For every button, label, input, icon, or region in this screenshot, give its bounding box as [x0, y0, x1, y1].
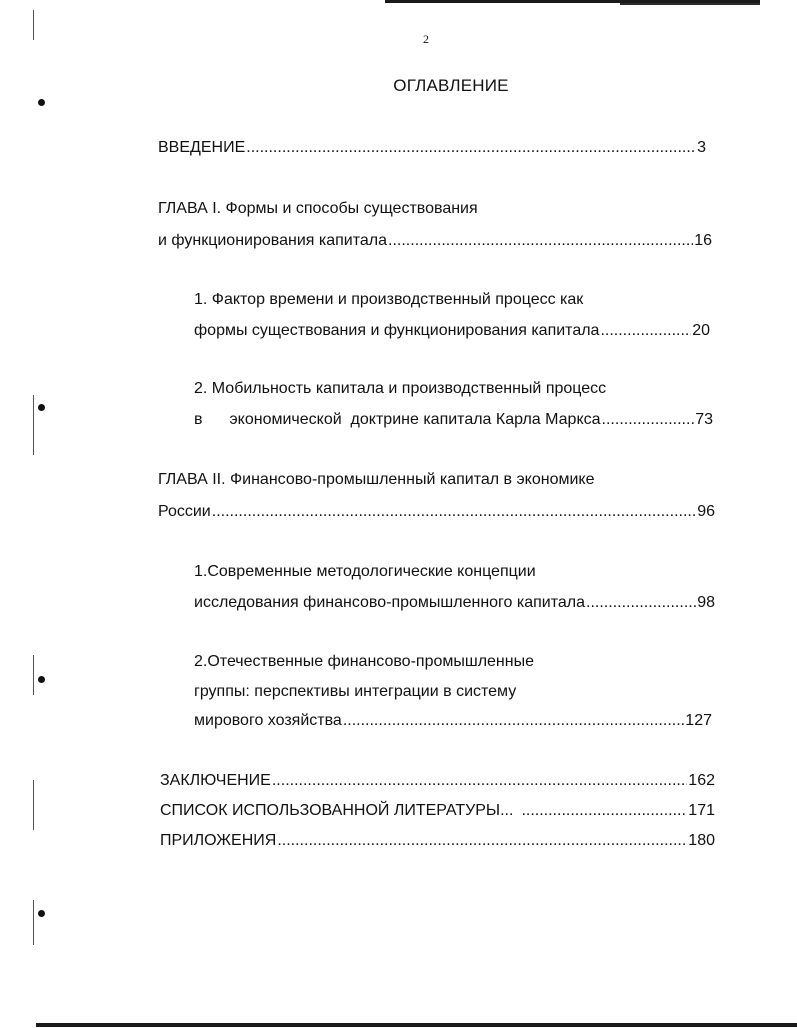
dot-leader — [212, 502, 696, 522]
toc-page: 3 — [697, 139, 706, 156]
scan-edge-left — [33, 655, 34, 695]
toc-entry-chapter2-title[interactable]: ГЛАВА II. Финансово-промышленный капитал в экономике — [158, 471, 595, 488]
toc-label: России — [158, 503, 211, 520]
punch-hole-mark — [38, 404, 45, 411]
toc-entry-section-2-2[interactable] — [194, 711, 712, 731]
toc-entry-appendix[interactable] — [160, 831, 715, 851]
dot-leader — [272, 771, 687, 791]
page-number: 2 — [423, 32, 429, 46]
toc-page: 127 — [685, 712, 712, 729]
dot-leader — [277, 831, 687, 851]
scan-edge-top-inner — [620, 3, 760, 5]
toc-label: исследования финансово-промышленного капитала — [194, 594, 586, 611]
scan-edge-left — [33, 395, 34, 455]
toc-entry-literature[interactable] — [160, 801, 715, 821]
toc-page: 16 — [694, 232, 712, 249]
toc-page: 162 — [688, 772, 715, 789]
punch-hole-mark — [38, 99, 45, 106]
toc-page: 180 — [688, 832, 715, 849]
dot-leader — [246, 138, 696, 158]
dot-leader — [602, 410, 695, 430]
toc-entry-section-2-2-title[interactable]: 2.Отечественные финансово-промышленные — [194, 653, 534, 670]
toc-label: ЗАКЛЮЧЕНИЕ — [160, 772, 271, 789]
scan-edge-left — [33, 900, 34, 945]
toc-entry-section-1-1-title[interactable]: 1. Фактор времени и производственный процесс как — [194, 291, 584, 308]
dot-leader — [586, 593, 696, 613]
toc-label: экономической доктрине капитала Карла Маркса — [229, 411, 601, 428]
toc-label: и функционирования капитала — [158, 232, 388, 249]
toc-page: 98 — [697, 594, 715, 611]
toc-entry-section-1-2[interactable] — [194, 410, 713, 430]
toc-entry-chapter1-title[interactable]: ГЛАВА I. Формы и способы существования — [158, 200, 478, 217]
dot-leader — [343, 711, 684, 731]
toc-entry-section-2-2-subtitle[interactable]: группы: перспективы интеграции в систему — [194, 683, 517, 700]
toc-entry-chapter2[interactable] — [158, 502, 715, 522]
toc-entry-chapter1[interactable] — [158, 231, 712, 251]
page-title: ОГЛАВЛЕНИЕ — [393, 76, 509, 95]
toc-label: мирового хозяйства — [194, 712, 342, 729]
toc-entry-section-2-1[interactable] — [194, 593, 715, 613]
toc-page: 20 — [692, 322, 710, 339]
dot-leader — [388, 231, 693, 251]
toc-entry-conclusion[interactable] — [160, 771, 715, 791]
toc-entry-section-2-1-title[interactable]: 1.Современные методологические концепции — [194, 563, 536, 580]
punch-hole-mark — [38, 676, 45, 683]
toc-entry-section-1-2-title[interactable]: 2. Мобильность капитала и производственный процесс — [194, 380, 607, 397]
toc-label: СПИСОК ИСПОЛЬЗОВАННОЙ ЛИТЕРАТУРЫ... — [160, 802, 514, 819]
punch-hole-mark — [38, 910, 45, 917]
scan-edge-bottom — [36, 1023, 797, 1027]
toc-label: ВВЕДЕНИЕ — [158, 139, 246, 156]
toc-label-prefix: в — [194, 411, 203, 428]
toc-page: 171 — [688, 802, 715, 819]
dot-leader — [600, 321, 691, 341]
dot-leader — [521, 801, 687, 821]
toc-entry-intro[interactable] — [158, 138, 706, 158]
toc-label: ПРИЛОЖЕНИЯ — [160, 832, 277, 849]
toc-entry-section-1-1[interactable] — [194, 321, 710, 341]
toc-page: 96 — [697, 503, 715, 520]
scan-edge-left — [33, 780, 34, 830]
toc-page: 73 — [695, 411, 713, 428]
toc-label: формы существования и функционирования капитала — [194, 322, 600, 339]
